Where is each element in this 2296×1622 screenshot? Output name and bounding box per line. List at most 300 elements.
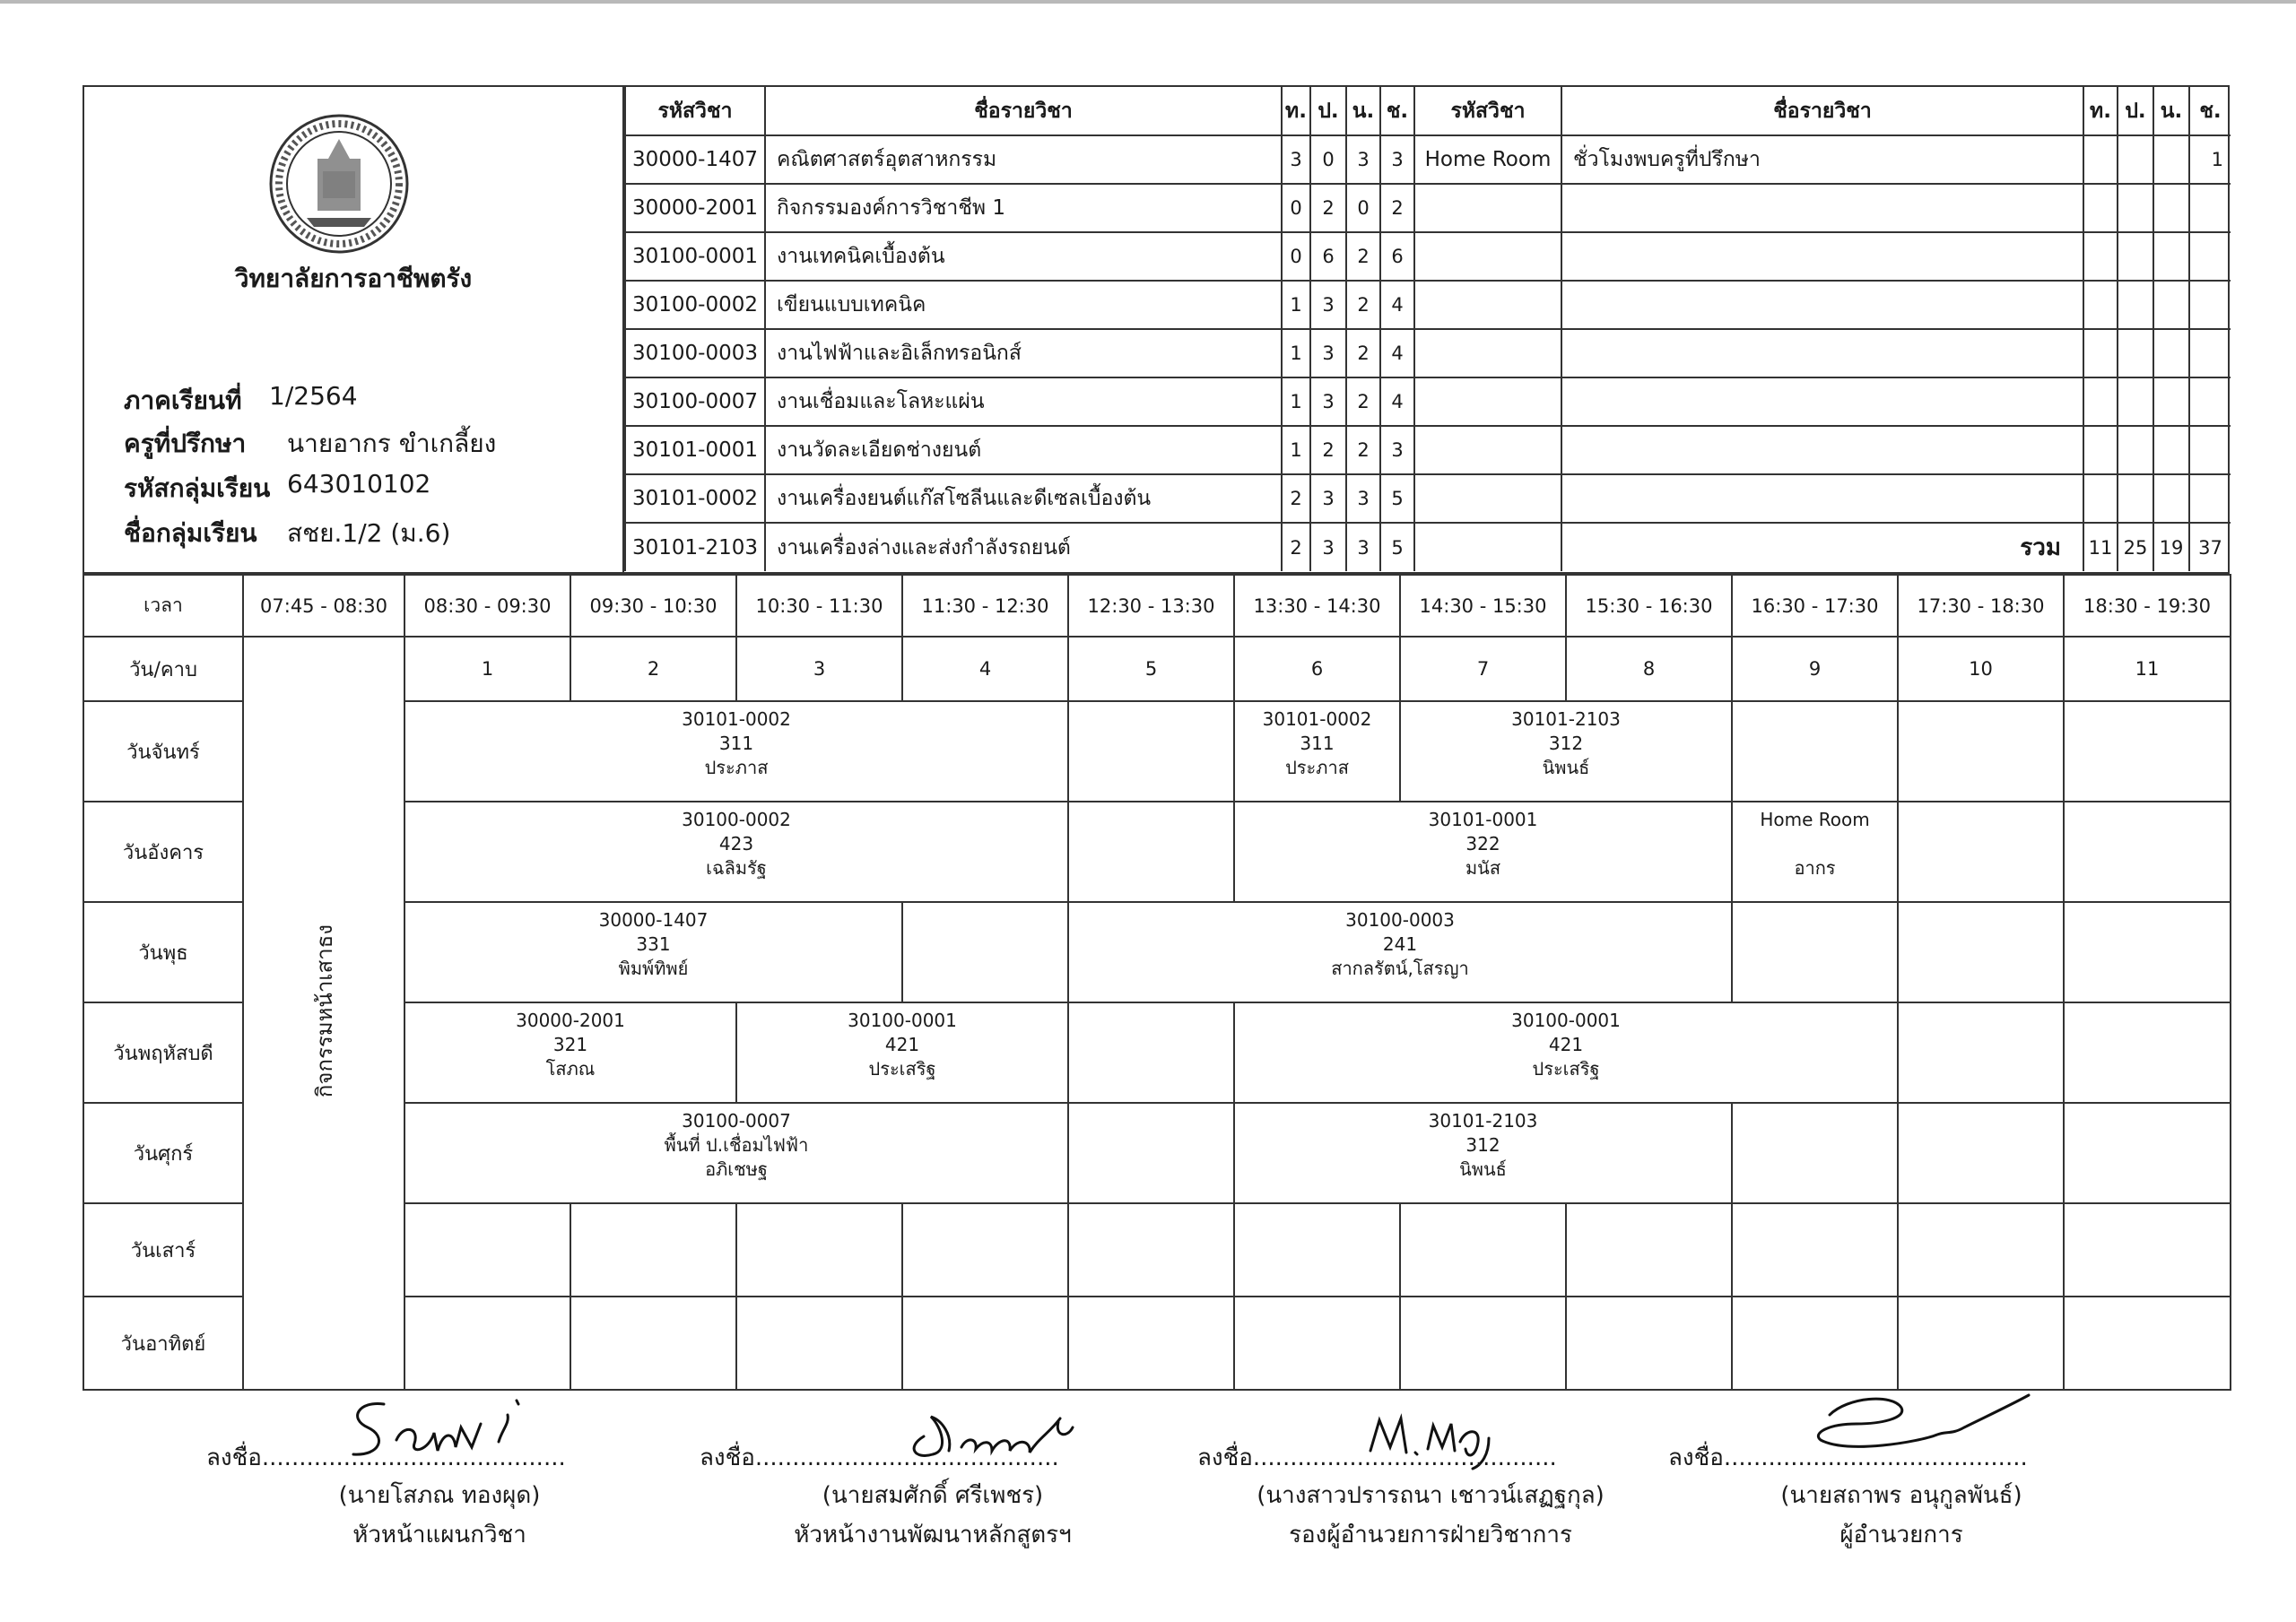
subject-name: งานเชื่อมและโลหะแผ่น [765,377,1282,426]
subject-row [625,329,2231,377]
empty-slot [1068,1002,1234,1103]
empty-slot [1732,902,1898,1002]
col-p2-header: ป. [2118,87,2153,135]
period-number: 11 [2064,637,2231,701]
empty-cell [2153,329,2189,377]
class-code: 30000-2001 [516,1010,625,1031]
class-code: 30100-0007 [682,1110,791,1132]
empty-slot [1898,1103,2064,1203]
group-code-row [124,469,431,508]
class-teacher: พิมพ์ทิพย์ [618,958,689,979]
period-row [83,637,2231,701]
period-number: 8 [1566,637,1732,701]
time-slot: 07:45 - 08:30 [243,575,404,637]
header-block [83,85,2230,574]
day-label: วันศุกร์ [83,1103,243,1203]
day-row-tuesday [83,802,2231,902]
group-name-row [124,514,451,553]
subject-ch: 3 [1380,426,1414,474]
advisor-row [124,424,497,464]
day-row-saturday [83,1203,2231,1297]
col-ch-header: ช. [1380,87,1414,135]
subject-p: 2 [1310,426,1346,474]
class-block [404,1103,1068,1203]
subject-n: 2 [1346,281,1380,329]
time-slot: 08:30 - 09:30 [404,575,570,637]
empty-cell [2083,184,2118,232]
signature-line: ลงชื่อ......................................... [206,1444,566,1471]
homeroom-code: Home Room [1414,135,1561,184]
class-teacher: นิพนธ์ [1542,757,1590,778]
class-code: Home Room [1760,809,1870,830]
signature-block-4 [1668,1439,2135,1555]
time-slot: 09:30 - 10:30 [570,575,736,637]
empty-cell [2153,184,2189,232]
signer-position: รองผู้อำนวยการฝ่ายวิชาการ [1289,1522,1572,1548]
col-name-header: ชื่อรายวิชา [765,87,1282,135]
day-row-wednesday [83,902,2231,1002]
subject-n: 2 [1346,377,1380,426]
empty-cell [1561,281,2083,329]
period-number: 1 [404,637,570,701]
class-code: 30100-0002 [682,809,791,830]
subject-n: 2 [1346,426,1380,474]
empty-cell [2083,281,2118,329]
class-block [736,1002,1068,1103]
empty-cell [2118,474,2153,523]
day-row-friday [83,1103,2231,1203]
empty-slot [902,1203,1068,1297]
class-code: 30100-0001 [848,1010,957,1031]
time-label: เวลา [83,575,243,637]
advisor-value: นายอากร ขำเกลี้ยง [287,429,497,458]
empty-slot [404,1203,570,1297]
empty-slot [1898,1203,2064,1297]
time-slot: 12:30 - 13:30 [1068,575,1234,637]
homeroom-name: ชั่วโมงพบครูที่ปรึกษา [1561,135,2083,184]
day-label: วันจันทร์ [83,701,243,802]
class-teacher: มนัส [1465,857,1501,879]
empty-slot [1068,802,1234,902]
subject-n: 2 [1346,232,1380,281]
subject-p: 3 [1310,281,1346,329]
empty-slot [1566,1297,1732,1390]
empty-cell [2083,135,2118,184]
class-teacher: ประเสริฐ [1532,1058,1600,1080]
class-room: 312 [1548,733,1584,754]
subject-p: 0 [1310,135,1346,184]
period-label: วัน/คาบ [83,637,243,701]
class-block [1068,902,1732,1002]
class-room: 423 [718,833,754,854]
subject-code: 30101-0002 [625,474,765,523]
subject-n: 3 [1346,474,1380,523]
class-block [404,1002,736,1103]
empty-cell [2189,281,2231,329]
subject-row [625,232,2231,281]
empty-slot [1068,1103,1234,1203]
subject-name: งานไฟฟ้าและอิเล็กทรอนิกส์ [765,329,1282,377]
class-room: 311 [1300,733,1335,754]
empty-slot [1234,1297,1400,1390]
empty-slot [736,1297,902,1390]
class-block [1234,802,1732,902]
subject-ch: 4 [1380,329,1414,377]
empty-cell [2153,232,2189,281]
empty-slot [1068,1297,1234,1390]
empty-slot [1898,701,2064,802]
page-top-border [0,0,2296,4]
subject-t: 2 [1282,474,1310,523]
empty-slot [2064,902,2231,1002]
col-p-header: ป. [1310,87,1346,135]
period-number: 9 [1732,637,1898,701]
class-code: 30101-0002 [682,708,791,730]
empty-cell [2118,426,2153,474]
empty-cell [2083,329,2118,377]
subject-code: 30100-0002 [625,281,765,329]
total-p: 25 [2118,523,2153,571]
subject-ch: 4 [1380,377,1414,426]
class-block [1234,1002,1898,1103]
empty-slot [2064,802,2231,902]
day-label: วันพุธ [83,902,243,1002]
class-room: 331 [636,933,671,955]
empty-cell [2083,232,2118,281]
time-slot: 14:30 - 15:30 [1400,575,1566,637]
time-row [83,575,2231,637]
empty-slot [1898,1002,2064,1103]
subject-ch: 2 [1380,184,1414,232]
class-code: 30101-2103 [1511,708,1621,730]
homeroom-ch: 1 [2189,135,2231,184]
subject-p: 6 [1310,232,1346,281]
subjects-header-row [625,87,2231,135]
period-number: 10 [1898,637,2064,701]
empty-cell [2153,474,2189,523]
total-t: 11 [2083,523,2118,571]
time-slot: 11:30 - 12:30 [902,575,1068,637]
class-room: พื้นที่ ป.เชื่อมไฟฟ้า [664,1134,809,1156]
subject-name: คณิตศาสตร์อุตสาหกรรม [765,135,1282,184]
empty-slot [902,1297,1068,1390]
col-t2-header: ท. [2083,87,2118,135]
empty-slot [1898,902,2064,1002]
day-row-monday [83,701,2231,802]
empty-cell [2153,281,2189,329]
class-teacher: ประเสริฐ [868,1058,936,1080]
class-room: 421 [1548,1034,1584,1055]
subject-name: งานเทคนิคเบื้องต้น [765,232,1282,281]
empty-slot [1732,1203,1898,1297]
college-seal-icon [267,112,411,256]
empty-slot [1400,1297,1566,1390]
empty-cell [2153,426,2189,474]
subject-ch: 4 [1380,281,1414,329]
empty-cell [2118,135,2153,184]
class-block [404,701,1068,802]
subject-name: กิจกรรมองค์การวิชาชีพ 1 [765,184,1282,232]
class-teacher: ประภาส [1285,757,1349,778]
morning-activity: กิจกรรมหน้าเสาธง [311,924,337,1098]
subject-ch: 3 [1380,135,1414,184]
empty-cell [1414,377,1561,426]
empty-cell [2189,426,2231,474]
time-slot: 13:30 - 14:30 [1234,575,1400,637]
time-slot: 16:30 - 17:30 [1732,575,1898,637]
empty-cell [2189,474,2231,523]
subject-t: 1 [1282,426,1310,474]
group-name-label: ชื่อกลุ่มเรียน [124,518,257,548]
signer-name: (นายสถาพร อนุกูลพันธ์) [1780,1482,2022,1509]
subject-ch: 6 [1380,232,1414,281]
col-n-header: น. [1346,87,1380,135]
empty-slot [2064,1297,2231,1390]
empty-cell [1414,426,1561,474]
total-n: 19 [2153,523,2189,571]
subject-name: งานเครื่องยนต์แก๊สโซลีนและดีเซลเบื้องต้น [765,474,1282,523]
empty-slot [736,1203,902,1297]
college-info-panel [84,87,624,572]
col-code-header: รหัสวิชา [625,87,765,135]
signer-name: (นางสาวปรารถนา เชาวน์เสฏฐกุล) [1257,1482,1605,1509]
subject-name: งานเครื่องล่างและส่งกำลังรถยนต์ [765,523,1282,571]
class-teacher: นิพนธ์ [1459,1158,1507,1180]
term-label: ภาคเรียนที่ [124,386,242,415]
morning-activity-cell [243,637,404,1390]
day-label: วันพฤหัสบดี [83,1002,243,1103]
subject-row [625,474,2231,523]
subject-n: 0 [1346,184,1380,232]
empty-slot [1068,1203,1234,1297]
time-slot: 15:30 - 16:30 [1566,575,1732,637]
group-code-value: 643010102 [287,469,431,499]
period-number: 5 [1068,637,1234,701]
class-code: 30100-0001 [1511,1010,1621,1031]
subject-code: 30101-0001 [625,426,765,474]
subject-t: 1 [1282,329,1310,377]
period-number: 2 [570,637,736,701]
subject-code: 30000-2001 [625,184,765,232]
empty-slot [2064,701,2231,802]
empty-cell [2118,377,2153,426]
subject-code: 30100-0003 [625,329,765,377]
class-room: 322 [1465,833,1500,854]
signer-name: (นายสมศักดิ์ ศรีเพชร) [822,1482,1044,1509]
subject-n: 3 [1346,523,1380,571]
empty-cell [1414,281,1561,329]
term-row [124,381,358,421]
class-block [404,802,1068,902]
empty-cell [1414,329,1561,377]
total-ch: 37 [2189,523,2231,571]
subject-p: 3 [1310,377,1346,426]
subject-t: 0 [1282,184,1310,232]
class-room: 321 [552,1034,588,1055]
class-block [404,902,902,1002]
empty-slot [1732,1297,1898,1390]
class-room: 241 [1382,933,1418,955]
day-label: วันเสาร์ [83,1203,243,1297]
empty-slot [1732,701,1898,802]
subject-t: 1 [1282,281,1310,329]
subject-p: 2 [1310,184,1346,232]
empty-cell [2189,184,2231,232]
signer-name: (นายโสภณ ทองผุด) [338,1482,541,1509]
subject-row [625,523,2231,571]
empty-slot [1566,1203,1732,1297]
period-number: 7 [1400,637,1566,701]
empty-slot [1898,1297,2064,1390]
time-slot: 10:30 - 11:30 [736,575,902,637]
empty-cell [2083,426,2118,474]
period-number: 3 [736,637,902,701]
col-ch2-header: ช. [2189,87,2231,135]
class-teacher: ประภาส [704,757,769,778]
subject-t: 0 [1282,232,1310,281]
col-code2-header: รหัสวิชา [1414,87,1561,135]
empty-slot [1400,1203,1566,1297]
subject-n: 3 [1346,135,1380,184]
class-code: 30100-0003 [1345,909,1455,931]
empty-slot [404,1297,570,1390]
empty-cell [2153,377,2189,426]
empty-cell [2083,377,2118,426]
signature-block-3 [1197,1439,1664,1555]
col-n2-header: น. [2153,87,2189,135]
period-number: 4 [902,637,1068,701]
signer-position: หัวหน้างานพัฒนาหลักสูตรฯ [794,1522,1072,1548]
subject-code: 30000-1407 [625,135,765,184]
subject-ch: 5 [1380,474,1414,523]
class-room: 312 [1465,1134,1500,1156]
class-teacher: สากลรัตน์,โสรญา [1331,958,1469,979]
class-block [1732,802,1898,902]
class-room: 421 [884,1034,920,1055]
day-row-thursday [83,1002,2231,1103]
empty-cell [1414,184,1561,232]
subject-t: 3 [1282,135,1310,184]
group-name-value: สชย.1/2 (ม.6) [287,518,451,548]
signature-block-1 [206,1439,673,1555]
subject-name: เขียนแบบเทคนิค [765,281,1282,329]
empty-cell [1561,426,2083,474]
total-label: รวม [1561,523,2083,571]
subject-t: 2 [1282,523,1310,571]
college-name: วิทยาลัยการอาชีพตรัง [234,264,473,293]
advisor-label: ครูที่ปรึกษา [124,429,247,458]
empty-slot [1234,1203,1400,1297]
subject-row [625,135,2231,184]
subject-p: 3 [1310,523,1346,571]
empty-cell [2118,281,2153,329]
empty-cell [2083,474,2118,523]
subject-code: 30101-2103 [625,523,765,571]
empty-cell [2118,232,2153,281]
class-code: 30000-1407 [598,909,709,931]
empty-slot [2064,1002,2231,1103]
subject-row [625,281,2231,329]
empty-slot [1732,1103,1898,1203]
subject-row [625,377,2231,426]
group-code-label: รหัสกลุ่มเรียน [124,473,271,503]
subject-name: งานวัดละเอียดช่างยนต์ [765,426,1282,474]
class-teacher: อากร [1794,857,1836,879]
empty-cell [1561,377,2083,426]
subject-row [625,184,2231,232]
class-room [1733,832,1897,856]
empty-cell [1561,184,2083,232]
class-code: 30101-0001 [1428,809,1538,830]
empty-slot [2064,1103,2231,1203]
subject-p: 3 [1310,474,1346,523]
subject-p: 3 [1310,329,1346,377]
class-teacher: อภิเชษฐ [705,1158,768,1180]
empty-slot [902,902,1068,1002]
day-row-sunday [83,1297,2231,1390]
col-name2-header: ชื่อรายวิชา [1561,87,2083,135]
empty-cell [2189,329,2231,377]
empty-slot [1068,701,1234,802]
signature-line: ลงชื่อ......................................... [1197,1444,1557,1471]
empty-slot [2064,1203,2231,1297]
signer-position: หัวหน้าแผนกวิชา [352,1522,526,1548]
timetable [83,574,2231,1391]
subject-t: 1 [1282,377,1310,426]
day-label: วันอังคาร [83,802,243,902]
class-block [1400,701,1732,802]
time-slot: 18:30 - 19:30 [2064,575,2231,637]
class-block [1234,1103,1732,1203]
empty-slot [570,1203,736,1297]
empty-cell [1414,523,1561,571]
class-teacher: เฉลิมรัฐ [706,857,767,879]
class-teacher: โสภณ [545,1058,596,1080]
time-slot: 17:30 - 18:30 [1898,575,2064,637]
subject-n: 2 [1346,329,1380,377]
class-block [1234,701,1400,802]
empty-slot [570,1297,736,1390]
empty-cell [1561,329,2083,377]
period-number: 6 [1234,637,1400,701]
signature-line: ลงชื่อ......................................... [1668,1444,2028,1471]
class-room: 311 [718,733,754,754]
col-t-header: ท. [1282,87,1310,135]
empty-cell [1561,474,2083,523]
empty-cell [1561,232,2083,281]
empty-slot [1898,802,2064,902]
empty-cell [1414,474,1561,523]
empty-cell [2153,135,2189,184]
empty-cell [2189,232,2231,281]
subject-ch: 5 [1380,523,1414,571]
empty-cell [2118,184,2153,232]
subject-code: 30100-0001 [625,232,765,281]
subject-row [625,426,2231,474]
class-code: 30101-2103 [1428,1110,1538,1132]
signature-block-2 [700,1439,1166,1555]
empty-cell [2118,329,2153,377]
empty-cell [1414,232,1561,281]
empty-cell [2189,377,2231,426]
signer-position: ผู้อำนวยการ [1839,1522,1963,1548]
subjects-table [624,87,2231,571]
day-label: วันอาทิตย์ [83,1297,243,1390]
subject-code: 30100-0007 [625,377,765,426]
signature-line: ลงชื่อ......................................... [700,1444,1059,1471]
term-value: 1/2564 [269,381,358,411]
class-code: 30101-0002 [1262,708,1372,730]
